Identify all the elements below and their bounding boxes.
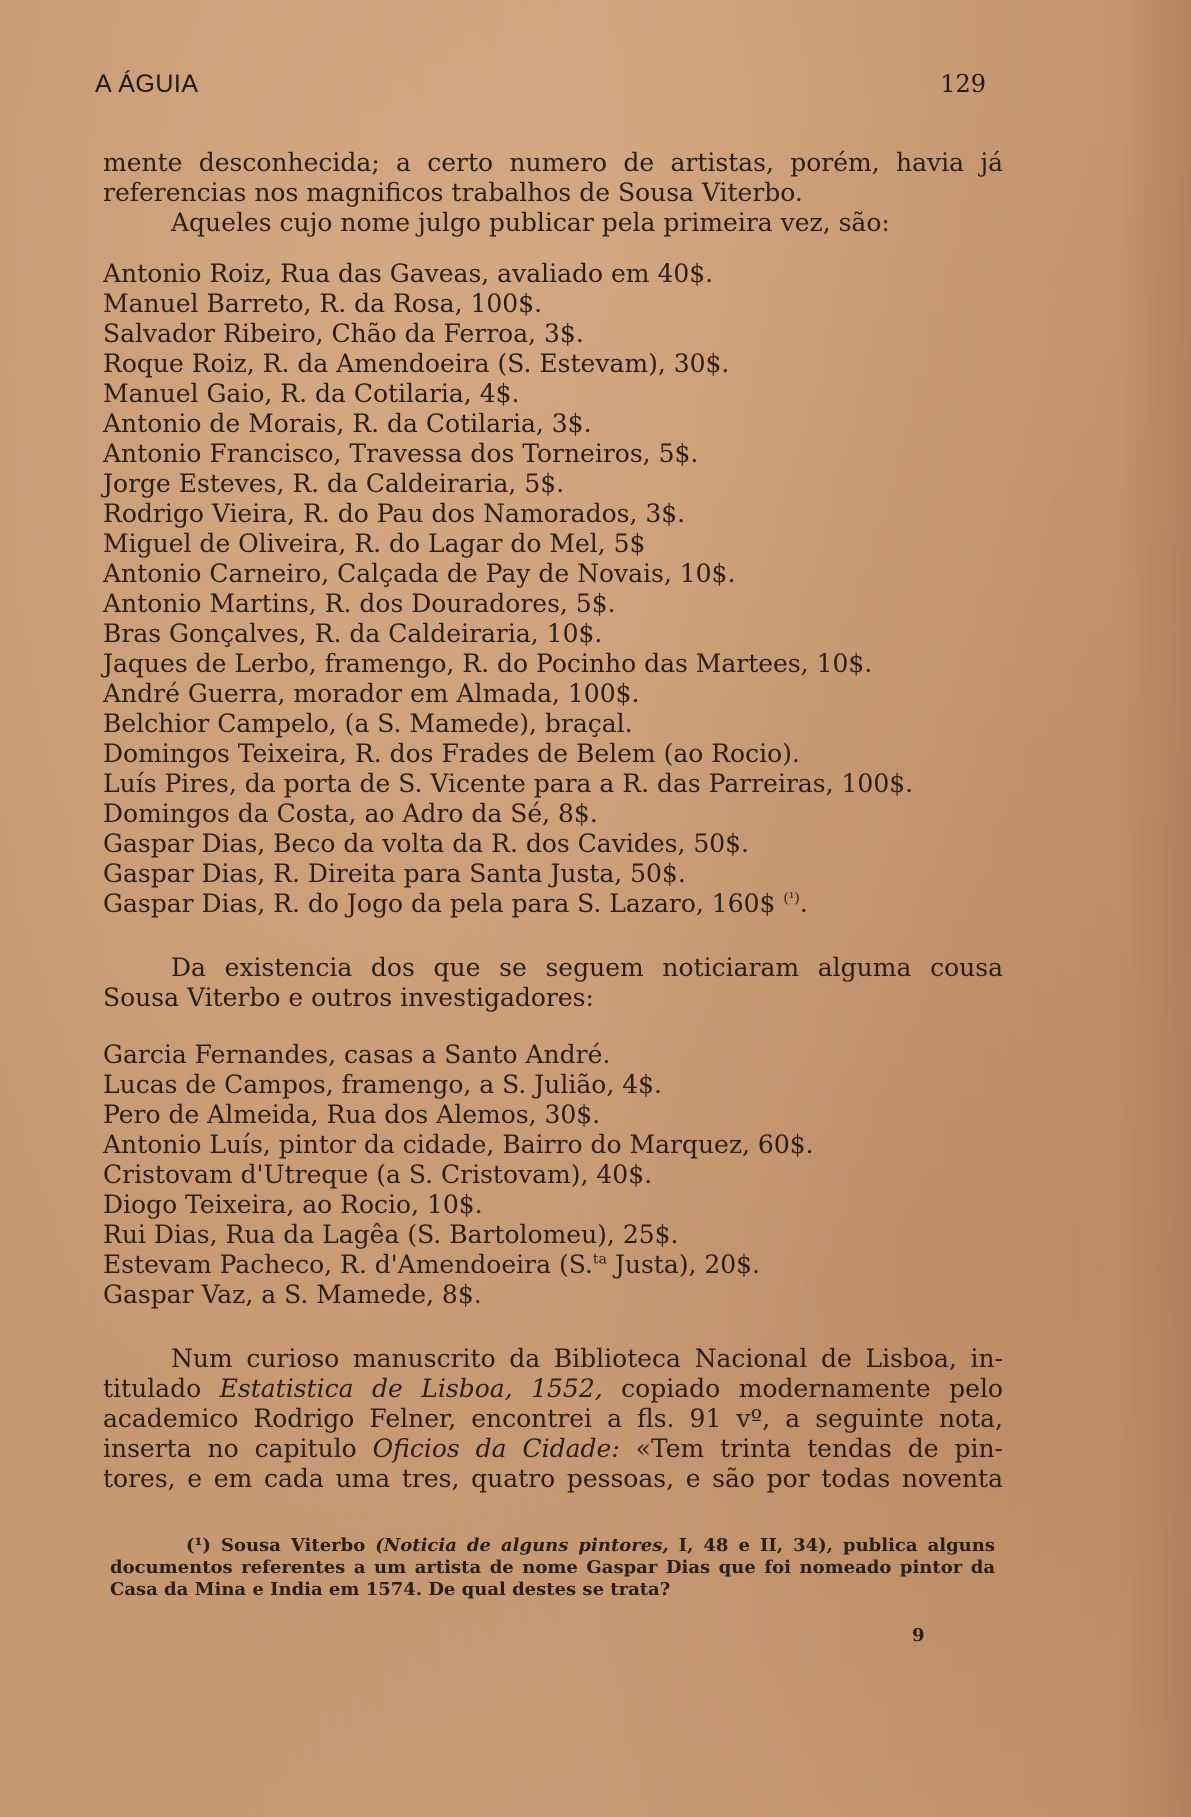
list-item: Lucas de Campos, framengo, a S. Julião, 4$. (103, 1070, 663, 1099)
third-paragraph (103, 1344, 1003, 1494)
journal-title: A ÁGUIA (95, 70, 199, 98)
list-item: Antonio Francisco, Travessa dos Torneiros, 5$. (103, 439, 699, 468)
intro-line: mente desconhecida; a certo numero de artistas, porém, havia já (103, 148, 1003, 177)
footnote-italic: (Noticia de alguns pintores, (375, 1535, 669, 1556)
page-number: 129 (940, 70, 986, 98)
intro-line: Aqueles cujo nome julgo publicar pela primeira vez, são: (171, 208, 890, 237)
third-paragraph-line: tores, e em cada uma tres, quatro pessoas, e são por todas noventa (103, 1464, 1003, 1493)
list-item: Diogo Teixeira, ao Rocio, 10$. (103, 1190, 483, 1219)
list-item: Domingos Teixeira, R. dos Frades de Belem (ao Rocio). (103, 739, 800, 768)
artists-list-known-tail (103, 1250, 1003, 1310)
list-item: Salvador Ribeiro, Chão da Ferroa, 3$. (103, 319, 584, 348)
footnote: (¹) Sousa Viterbo (Noticia de alguns pintores, I, 48 e II, 34), publica alguns documentos referentes a um artista de nome Gaspar Dias que foi nomeado pintor da Casa da Mina e India em 1574. De qual destes se trata? (110, 1535, 995, 1600)
list-item: Gaspar Vaz, a S. Mamede, 8$. (103, 1280, 482, 1309)
signature-mark: 9 (912, 1625, 925, 1646)
list-item: Jaques de Lerbo, framengo, R. do Pocinho das Martees, 10$. (103, 649, 873, 678)
list-item: Estevam Pacheco, R. d'Amendoeira (S.$^{ta}$ Justa), 20$. (103, 1250, 761, 1279)
list-item: Gaspar Dias, R. Direita para Santa Justa, 50$. (103, 859, 686, 888)
list-item: Rodrigo Vieira, R. do Pau dos Namorados, 3$. (103, 499, 686, 528)
footnote-mark: (¹) (186, 1535, 211, 1556)
second-paragraph (103, 953, 1003, 1013)
list-item: Antonio Roiz, Rua das Gaveas, avaliado em 40$. (103, 259, 714, 288)
list-item: Roque Roiz, R. da Amendoeira (S. Estevam), 30$. (103, 349, 730, 378)
list-item: Rui Dias, Rua da Lagêa (S. Bartolomeu), 25$. (103, 1220, 679, 1249)
second-paragraph-line: Sousa Viterbo e outros investigadores: (103, 983, 594, 1012)
list-item: Gaspar Dias, R. do Jogo da pela para S. Lazaro, 160$ $^{(^1)}$. (103, 889, 808, 918)
second-paragraph-line: Da existencia dos que se seguem noticiaram alguma cousa (171, 953, 1003, 982)
list-item: Pero de Almeida, Rua dos Alemos, 30$. (103, 1100, 601, 1129)
list-item: Belchior Campelo, (a S. Mamede), braçal. (103, 709, 633, 738)
list-item: Garcia Fernandes, casas a Santo André. (103, 1040, 611, 1069)
list-item: André Guerra, morador em Almada, 100$. (103, 679, 640, 708)
list-item: Antonio Luís, pintor da cidade, Bairro do Marquez, 60$. (103, 1130, 814, 1159)
list-item: Domingos da Costa, ao Adro da Sé, 8$. (103, 799, 598, 828)
artists-list-known (103, 1040, 1003, 1250)
footnote-ref: (¹) (783, 890, 800, 907)
intro-paragraph (103, 148, 1003, 238)
list-item: Bras Gonçalves, R. da Caldeiraria, 10$. (103, 619, 603, 648)
running-head (95, 70, 986, 104)
book-title-italic: Estatistica de Lisboa, 1552, (219, 1374, 603, 1403)
artists-list-new (103, 259, 1003, 889)
list-item: Antonio de Morais, R. da Cotilaria, 3$. (103, 409, 592, 438)
list-item: Gaspar Dias, Beco da volta da R. dos Cavides, 50$. (103, 829, 750, 858)
list-item: Jorge Esteves, R. da Caldeiraria, 5$. (103, 469, 565, 498)
list-item: Manuel Barreto, R. da Rosa, 100$. (103, 289, 543, 318)
list-item: Miguel de Oliveira, R. do Lagar do Mel, 5$ (103, 529, 646, 558)
chapter-title-italic: Oficios da Cidade: (372, 1434, 620, 1463)
third-paragraph-line: inserta no capitulo Oficios da Cidade: «Tem trinta tendas de pin- (103, 1434, 1003, 1463)
list-item: Cristovam d'Utreque (a S. Cristovam), 40$. (103, 1160, 653, 1189)
artists-list-new-last (103, 889, 1003, 919)
third-paragraph-line: academico Rodrigo Felner, encontrei a fls. 91 vº, a seguinte nota, (103, 1404, 1003, 1433)
list-item: Antonio Carneiro, Calçada de Pay de Novais, 10$. (103, 559, 736, 588)
intro-line: referencias nos magnificos trabalhos de Sousa Viterbo. (103, 178, 803, 207)
third-paragraph-line: Num curioso manuscrito da Biblioteca Nacional de Lisboa, in- (171, 1344, 1003, 1373)
list-item: Luís Pires, da porta de S. Vicente para a R. das Parreiras, 100$. (103, 769, 914, 798)
list-item: Manuel Gaio, R. da Cotilaria, 4$. (103, 379, 520, 408)
list-item: Antonio Martins, R. dos Douradores, 5$. (103, 589, 616, 618)
third-paragraph-line: titulado Estatistica de Lisboa, 1552, copiado modernamente pelo (103, 1374, 1003, 1403)
page-body (103, 148, 1003, 1494)
